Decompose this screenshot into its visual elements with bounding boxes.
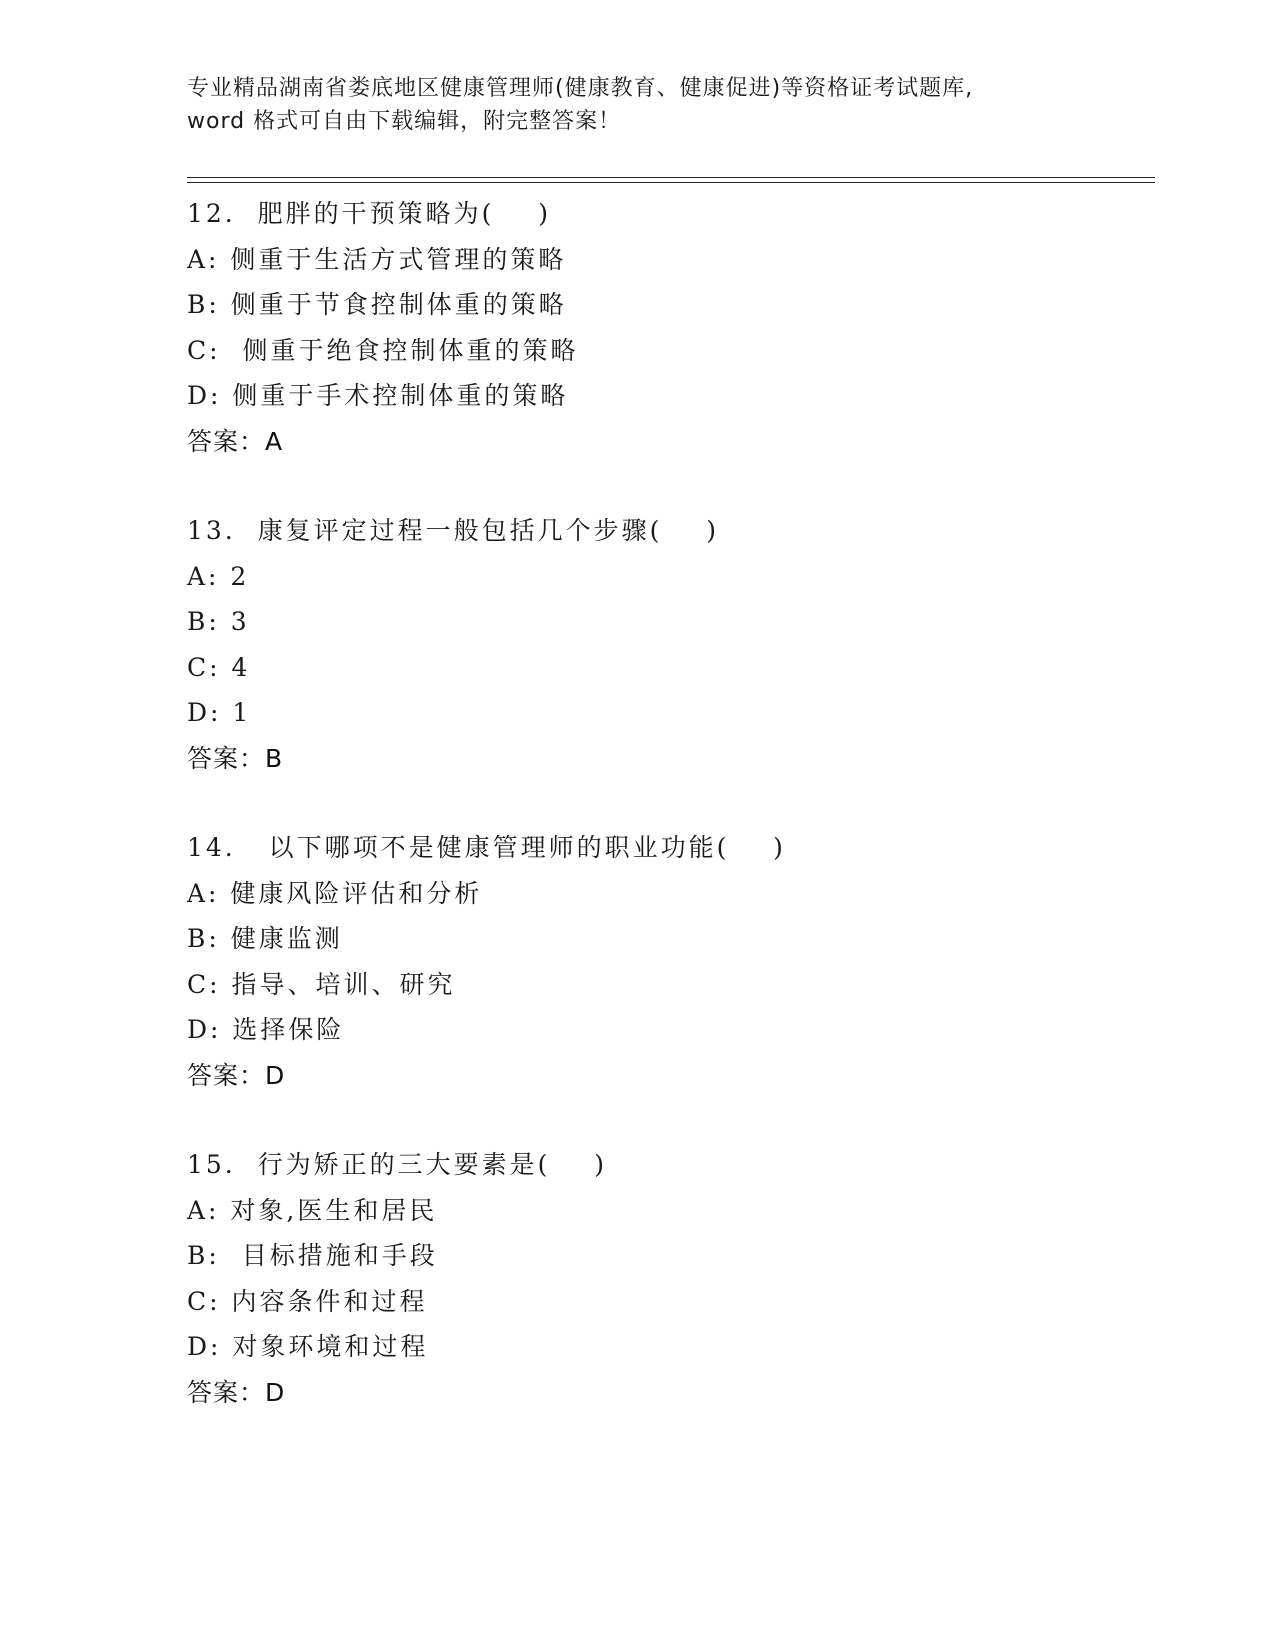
option-b: B: 健康监测: [187, 924, 343, 953]
question-list: [187, 191, 1147, 1459]
option-a: A: 2: [187, 561, 250, 591]
document-header: [187, 72, 1087, 138]
header-divider-bottom: [187, 182, 1155, 183]
option-c: C: 内容条件和过程: [187, 1286, 428, 1316]
option-d: D: 侧重于手术控制体重的策略: [187, 381, 569, 410]
header-title-line-1: 专业精品湖南省娄底地区健康管理师(健康教育、健康促进)等资格证考试题库,: [187, 76, 974, 101]
answer: 答案：A: [187, 426, 284, 456]
question-14: [187, 825, 1147, 1098]
option-d: D: 选择保险: [187, 1015, 345, 1044]
option-b: B: 3: [187, 607, 250, 636]
question-stem: 14. 以下哪项不是健康管理师的职业功能( ): [187, 833, 786, 862]
option-c: C: 指导、培训、研究: [187, 969, 456, 999]
question-stem: 15. 行为矫正的三大要素是( ): [187, 1150, 607, 1179]
option-b: B: 目标措施和手段: [187, 1241, 438, 1270]
header-title-line-2: word 格式可自由下载编辑，附完整答案！: [187, 109, 622, 134]
question-stem: 13. 康复评定过程一般包括几个步骤( ): [187, 516, 719, 545]
answer: 答案：D: [187, 1060, 286, 1090]
answer: 答案：B: [187, 743, 284, 773]
question-12: [187, 191, 1147, 464]
option-a: A: 健康风险评估和分析: [187, 878, 483, 908]
question-13: [187, 508, 1147, 781]
option-a: A: 侧重于生活方式管理的策略: [187, 244, 567, 274]
option-c: C: 侧重于绝食控制体重的策略: [187, 335, 579, 365]
header-divider-top: [187, 177, 1155, 178]
option-b: B: 侧重于节食控制体重的策略: [187, 290, 567, 319]
option-d: D: 1: [187, 698, 252, 727]
option-c: C: 4: [187, 652, 251, 682]
question-15: [187, 1142, 1147, 1415]
answer: 答案：D: [187, 1377, 286, 1407]
option-a: A: 对象,医生和居民: [187, 1195, 438, 1225]
option-d: D: 对象环境和过程: [187, 1332, 429, 1361]
question-stem: 12. 肥胖的干预策略为( ): [187, 199, 551, 228]
